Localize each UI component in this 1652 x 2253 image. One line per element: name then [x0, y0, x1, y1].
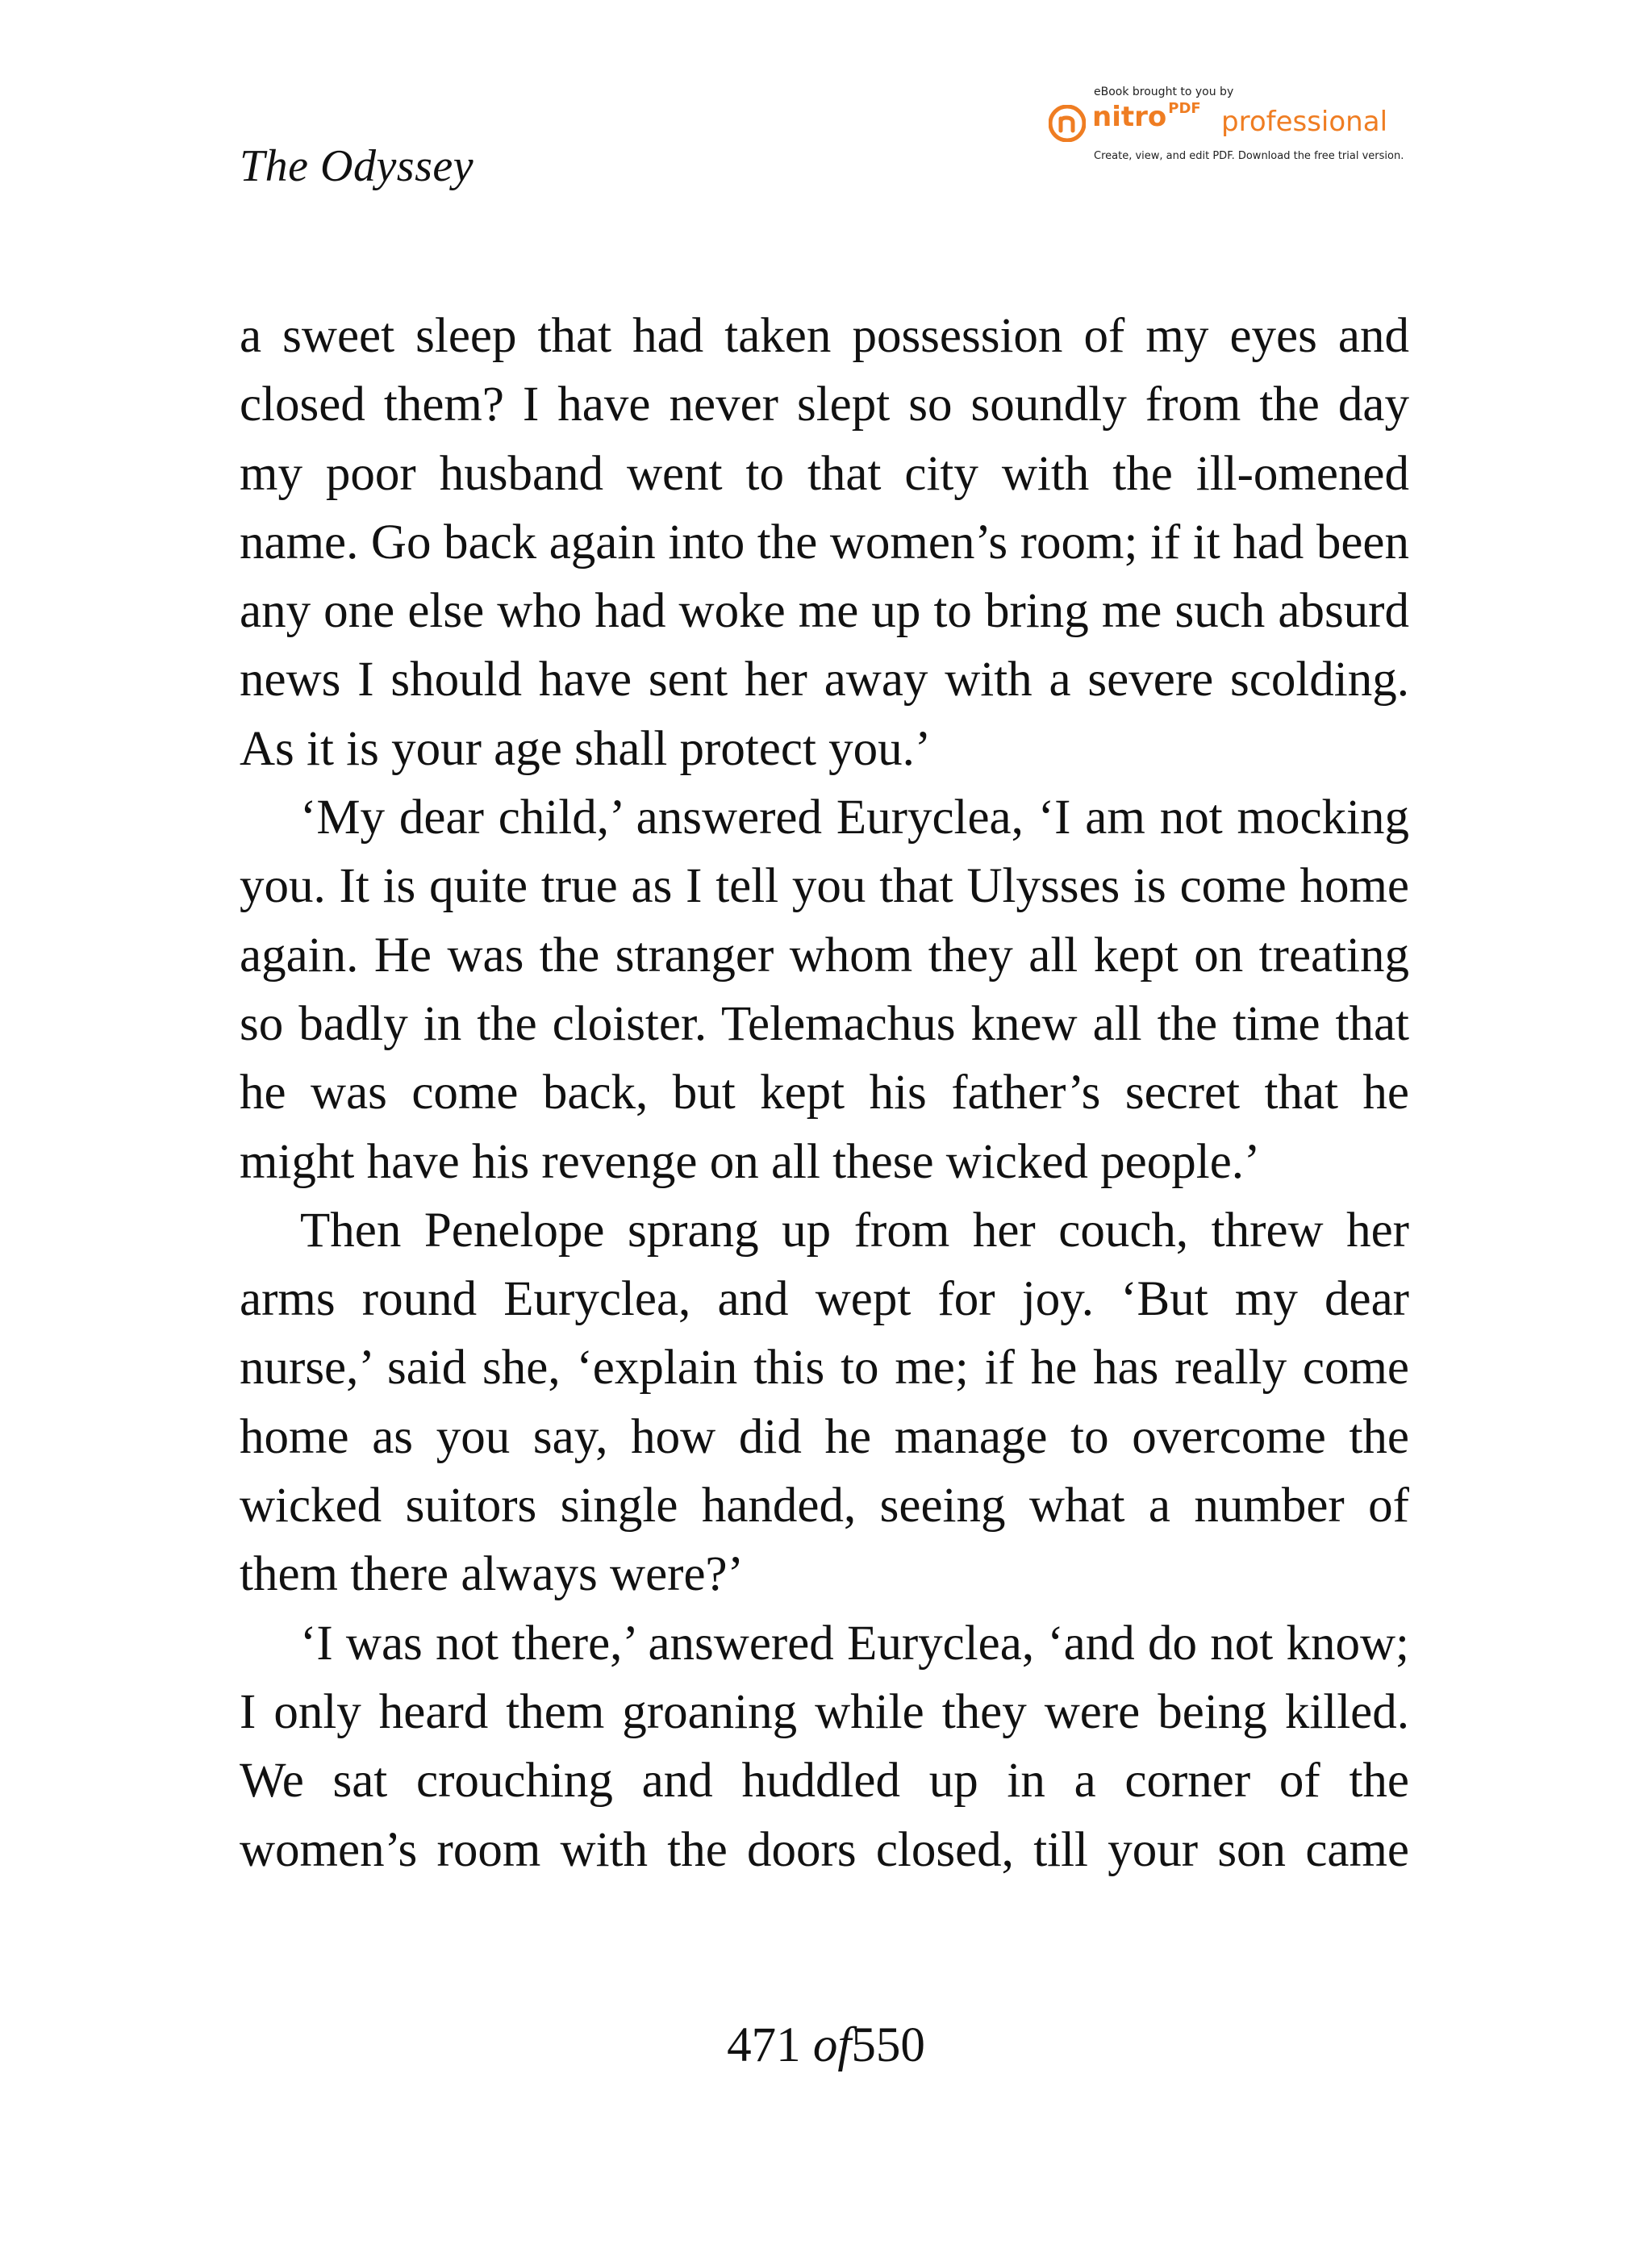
- badge-brand: [1092, 100, 1201, 133]
- badge-product: professional: [1221, 106, 1388, 138]
- paragraph: Then Penelope sprang up from her couch, threw her arms round Euryclea, and wept for joy. ‘But my dear nurse,’ said she, ‘explain this to me; if he has really come home as you say, how did he manage to overcome the wicked suitors single handed, seeing what a number of them there always were?’: [240, 1203, 1409, 1602]
- paragraph: ‘I was not there,’ answered Euryclea, ‘and do not know; I only heard them groaning while they were being killed. We sat crouching and huddled up in a corner of the women’s room with the doors closed, till your son came: [240, 1616, 1409, 1877]
- badge-brand-sup: PDF: [1168, 100, 1201, 117]
- nitro-logo-icon: [1049, 105, 1086, 142]
- page-current: 471: [727, 2018, 801, 2072]
- page-of: of: [812, 2018, 852, 2072]
- body-text: [240, 302, 1409, 1884]
- paragraph: a sweet sleep that had taken possession of my eyes and closed them? I have never slept so soundly from the day my poor husband went to that city with the ill-omened name. Go back again into the women’s room; if it had been any one else who had woke me up to bring me such absurd news I should have sent her away with a severe scolding. As it is your age shall protect you.’: [240, 309, 1409, 776]
- badge-brand-name: nitro: [1092, 101, 1167, 133]
- badge-top-text: eBook brought to you by: [1094, 86, 1234, 98]
- page-number: [0, 2018, 1652, 2072]
- paragraph: ‘My dear child,’ answered Euryclea, ‘I am not mocking you. It is quite true as I tell you that Ulysses is come home again. He was the stranger whom they all kept on treating so badly in the cloister. Telemachus knew all the time that he was come back, but kept his father’s secret that he might have his revenge on all these wicked people.’: [240, 791, 1409, 1189]
- page-total: 550: [851, 2018, 925, 2072]
- running-title: The Odyssey: [240, 141, 474, 191]
- nitro-pdf-badge[interactable]: [1049, 81, 1408, 169]
- badge-bottom-text: Create, view, and edit PDF. Download the free trial version.: [1094, 150, 1404, 162]
